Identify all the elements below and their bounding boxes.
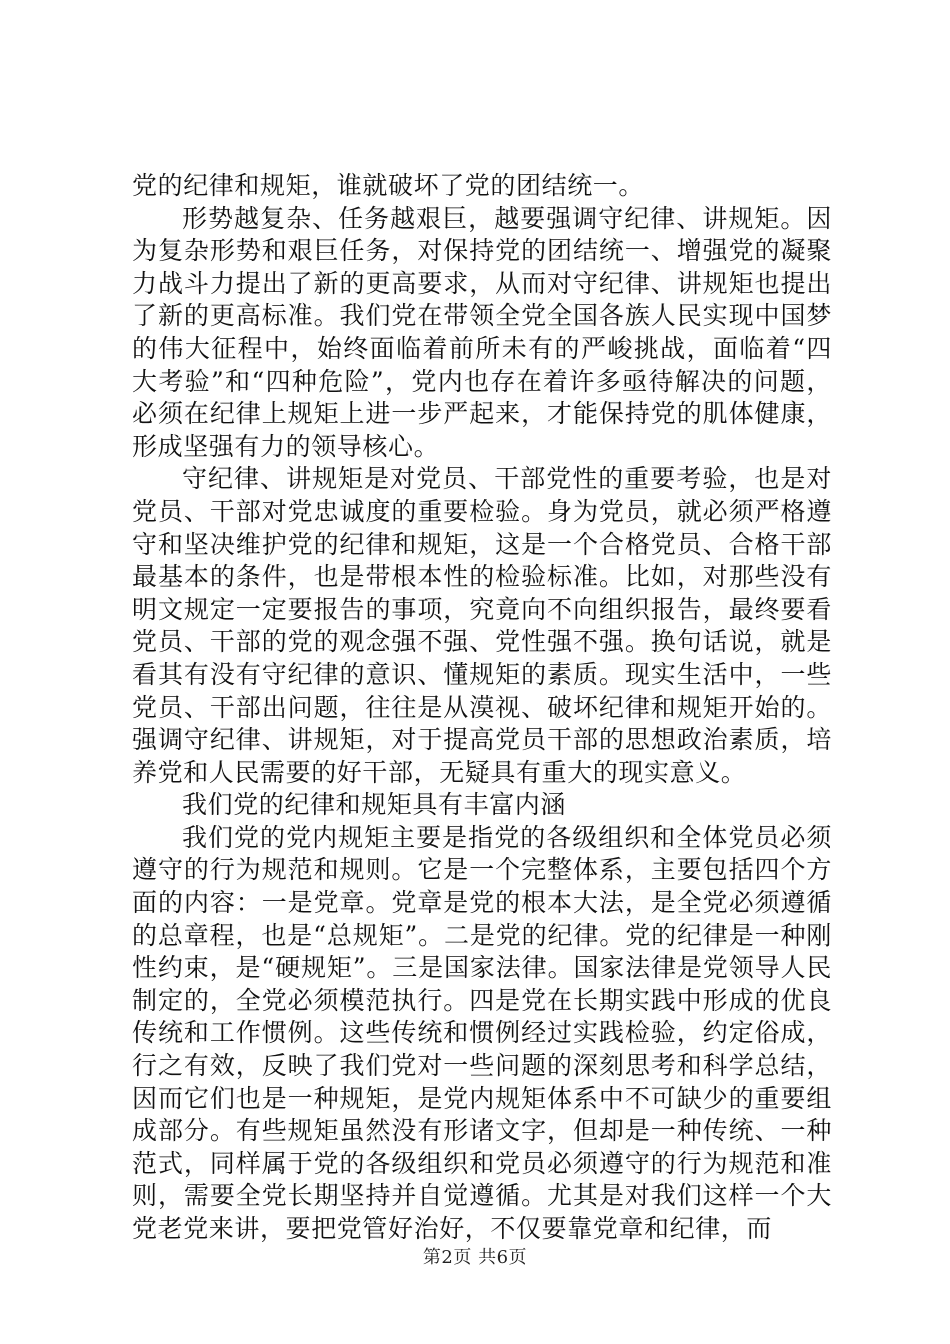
paragraph-situation: 形势越复杂、任务越艰巨，越要强调守纪律、讲规矩。因为复杂形势和艰巨任务，对保持党的团结统一、增强党的凝聚力战斗力提出了新的更高要求，从而对守纪律、讲规矩也提出了新的更高标准。我们党在带领全党全国各族人民实现中国梦的伟大征程中，始终面临着前所未有的严峻挑战，面临着“四大考验”和“四种危险”，党内也存在着许多亟待解决的问题，必须在纪律上规矩上进一步严起来，才能保持党的肌体健康，形成坚强有力的领导核心。 <box>132 203 832 461</box>
paragraph-rules-content: 我们党的党内规矩主要是指党的各级组织和全体党员必须遵守的行为规范和规则。它是一个完整体系，主要包括四个方面的内容：一是党章。党章是党的根本大法，是全党必须遵循的总章程，也是“总规矩”。二是党的纪律。党的纪律是一种刚性约束，是“硬规矩”。三是国家法律。国家法律是党领导人民制定的，全党必须模范执行。四是党在长期实践中形成的优良传统和工作惯例。这些传统和惯例经过实践检验，约定俗成，行之有效，反映了我们党对一些问题的深刻思考和科学总结，因而它们也是一种规矩，是党内规矩体系中不可缺少的重要组成部分。有些规矩虽然没有形诸文字，但却是一种传统、一种范式，同样属于党的各级组织和党员必须遵守的行为规范和准则，需要全党长期坚持并自觉遵循。尤其是对我们这样一个大党老党来讲，要把党管好治好，不仅要靠党章和纪律，而 <box>132 822 832 1243</box>
paragraph-test: 守纪律、讲规矩是对党员、干部党性的重要考验，也是对党员、干部对党忠诚度的重要检验。身为党员，就必须严格遵守和坚决维护党的纪律和规矩，这是一个合格党员、合格干部最基本的条件，也是带根本性的检验标准。比如，对那些没有明文规定一定要报告的事项，究竟向不向组织报告，最终要看党员、干部的党的观念强不强、党性强不强。换句话说，就是看其有没有守纪律的意识、懂规矩的素质。现实生活中，一些党员、干部出问题，往往是从漠视、破坏纪律和规矩开始的。强调守纪律、讲规矩，对于提高党员干部的思想政治素质，培养党和人民需要的好干部，无疑具有重大的现实意义。 <box>132 464 832 787</box>
document-body <box>132 170 832 1246</box>
paragraph-continuation: 党的纪律和规矩，谁就破坏了党的团结统一。 <box>132 171 645 200</box>
section-heading: 我们党的纪律和规矩具有丰富内涵 <box>182 790 567 820</box>
page-footer: 第2页 共6页 <box>422 1247 528 1268</box>
